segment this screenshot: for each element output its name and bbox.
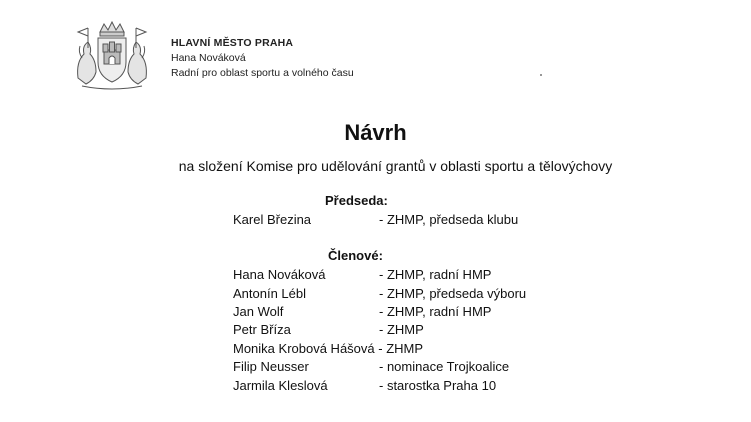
chair-heading: Předseda: (325, 193, 388, 208)
official-position: Radní pro oblast sportu a volného času (171, 67, 354, 79)
member-name: Jarmila Kleslová (233, 378, 328, 393)
member-role: - ZHMP, radní HMP (379, 267, 492, 282)
member-role: - ZHMP (378, 341, 424, 356)
member-name: Karel Březina (233, 212, 312, 227)
member-name: Antonín Lébl (233, 286, 307, 301)
member-role: - ZHMP, předseda klubu (379, 212, 519, 227)
member-role: - ZHMP, předseda výboru (379, 286, 527, 301)
members-heading: Členové: (328, 248, 383, 263)
document-subtitle: na složení Komise pro udělování grantů v oblasti sportu a tělovýchovy (178, 158, 613, 174)
member-name: Jan Wolf (233, 304, 284, 319)
city-name: HLAVNÍ MĚSTO PRAHA (171, 37, 294, 49)
document-title: Návrh (344, 120, 407, 145)
member-role: - ZHMP (379, 322, 424, 337)
member-name: Petr Bříza (233, 322, 291, 337)
prague-coat-of-arms-icon (72, 18, 152, 92)
letterhead (171, 36, 354, 81)
member-name: Hana Nováková (233, 267, 326, 282)
member-role: - ZHMP, radní HMP (379, 304, 492, 319)
stray-mark (540, 74, 542, 76)
member-name: Monika Krobová Hášová (233, 341, 375, 356)
member-role: - starostka Praha 10 (379, 378, 497, 393)
member-role: - nominace Trojkoalice (379, 359, 510, 374)
member-row (233, 341, 423, 360)
official-name: Hana Nováková (171, 52, 246, 64)
member-name: Filip Neusser (233, 359, 309, 374)
